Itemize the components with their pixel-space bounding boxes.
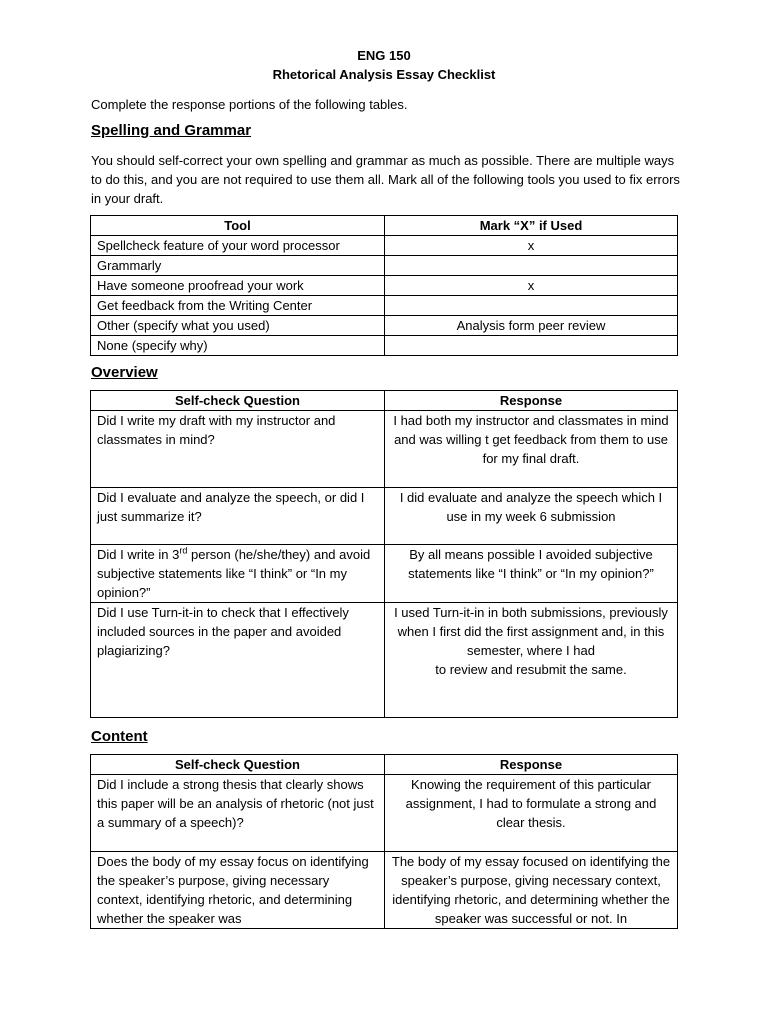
- column-header-tool: Tool: [91, 216, 385, 236]
- table-row: [91, 411, 678, 488]
- table-row: [91, 276, 678, 296]
- response-text-cont: to review and resubmit the same.: [435, 662, 627, 677]
- spelling-description: You should self-correct your own spelling and grammar as much as possible. There are multiple ways to do this, and you are not required to use them all. Mark all of the following tools you used to fix errors in your draft.: [91, 153, 680, 206]
- response-cell[interactable]: Knowing the requirement of this particular assignment, I had to formulate a strong and clear thesis.: [385, 775, 678, 852]
- tool-cell: Get feedback from the Writing Center: [91, 296, 385, 316]
- content-heading: Content: [91, 728, 148, 745]
- question-text: Did I write in 3: [97, 547, 180, 562]
- column-header-mark: Mark “X” if Used: [385, 216, 678, 236]
- response-cell[interactable]: I had both my instructor and classmates in mind and was willing t get feedback from them to use for my final draft.: [385, 411, 678, 488]
- mark-cell[interactable]: [385, 296, 678, 316]
- question-text-cont: person (he/she/they) and avoid subjective statements like “I think” or “In my opinion?”: [97, 547, 371, 600]
- table-header-row: [91, 391, 678, 411]
- content-table: [90, 754, 678, 929]
- question-cell: Did I use Turn-it-in to check that I effectively included sources in the paper and avoided plagiarizing?: [91, 603, 385, 718]
- tool-cell: Other (specify what you used): [91, 316, 385, 336]
- mark-cell[interactable]: x: [385, 276, 678, 296]
- column-header-question: Self-check Question: [91, 391, 385, 411]
- spelling-heading: Spelling and Grammar: [91, 122, 252, 139]
- column-header-response: Response: [385, 391, 678, 411]
- column-header-question: Self-check Question: [91, 755, 385, 775]
- overview-table: [90, 390, 678, 718]
- mark-cell[interactable]: Analysis form peer review: [385, 316, 678, 336]
- question-cell: Did I evaluate and analyze the speech, or did I just summarize it?: [91, 488, 385, 545]
- column-header-response: Response: [385, 755, 678, 775]
- question-cell: Did I write my draft with my instructor and classmates in mind?: [91, 411, 385, 488]
- tool-cell: Have someone proofread your work: [91, 276, 385, 296]
- table-row: [91, 296, 678, 316]
- response-text: I used Turn-it-in in both submissions, previously when I first did the first assignment and, in this semester, where I had: [394, 605, 668, 658]
- response-cell[interactable]: The body of my essay focused on identifying the speaker’s purpose, giving necessary context, identifying rhetoric, and determining whether the speaker was successful or not. In: [385, 852, 678, 929]
- table-header-row: [91, 755, 678, 775]
- table-row: [91, 336, 678, 356]
- spelling-table: [90, 215, 678, 356]
- response-cell[interactable]: [385, 603, 678, 718]
- table-header-row: [91, 216, 678, 236]
- tool-cell: Spellcheck feature of your word processor: [91, 236, 385, 256]
- question-cell: Does the body of my essay focus on identifying the speaker’s purpose, giving necessary context, identifying rhetoric, and determining whether the speaker was: [91, 852, 385, 929]
- tool-cell: None (specify why): [91, 336, 385, 356]
- response-cell[interactable]: I did evaluate and analyze the speech which I use in my week 6 submission: [385, 488, 678, 545]
- overview-heading: Overview: [91, 364, 158, 381]
- question-cell: Did I include a strong thesis that clearly shows this paper will be an analysis of rhetoric (not just a summary of a speech)?: [91, 775, 385, 852]
- course-code: ENG 150: [357, 48, 411, 63]
- intro-text: Complete the response portions of the following tables.: [91, 97, 408, 112]
- question-cell: [91, 545, 385, 603]
- table-row: [91, 775, 678, 852]
- table-row: [91, 603, 678, 718]
- table-row: [91, 236, 678, 256]
- document-title: Rhetorical Analysis Essay Checklist: [272, 67, 496, 82]
- mark-cell[interactable]: [385, 336, 678, 356]
- table-row: [91, 545, 678, 603]
- mark-cell[interactable]: [385, 256, 678, 276]
- table-row: [91, 256, 678, 276]
- table-row: [91, 852, 678, 929]
- superscript-rd: rd: [179, 545, 188, 556]
- table-row: [91, 316, 678, 336]
- table-row: [91, 488, 678, 545]
- mark-cell[interactable]: x: [385, 236, 678, 256]
- tool-cell: Grammarly: [91, 256, 385, 276]
- response-cell[interactable]: By all means possible I avoided subjective statements like “I think” or “In my opinion?”: [385, 545, 678, 603]
